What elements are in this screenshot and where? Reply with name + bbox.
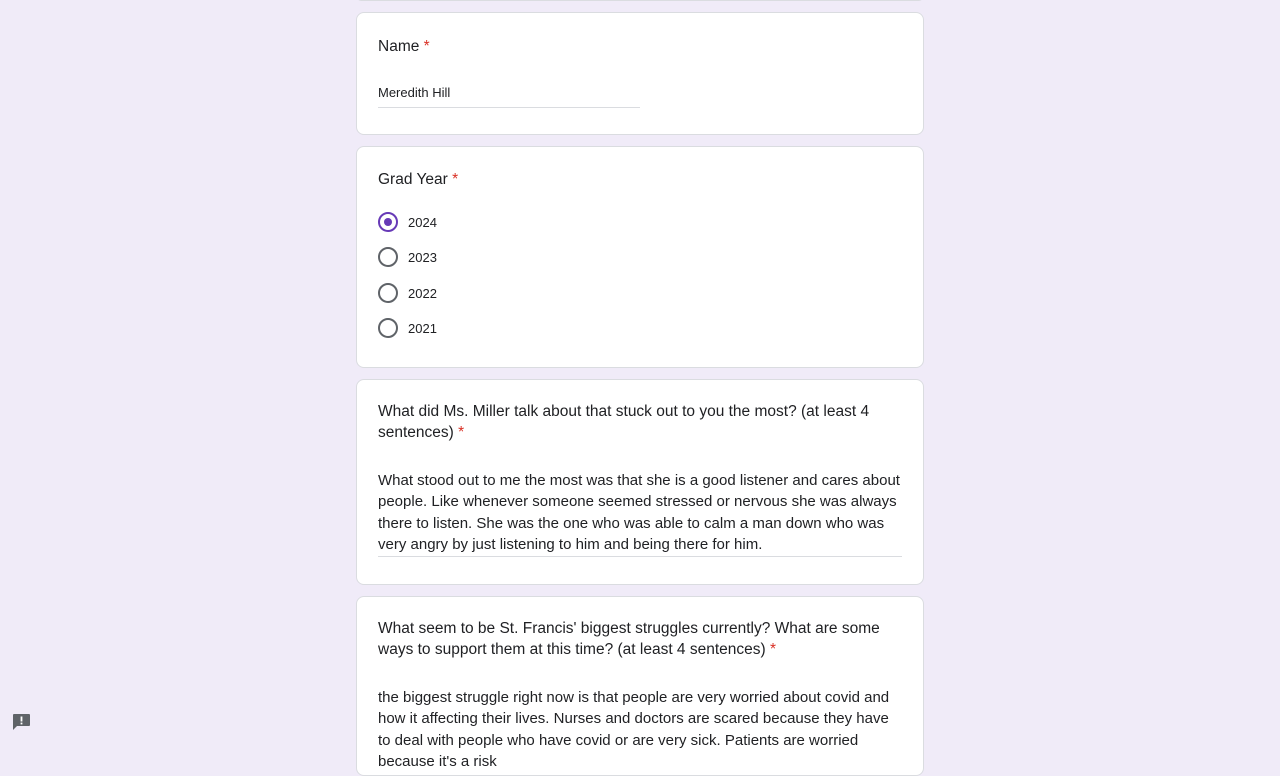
question-card-name (356, 12, 924, 135)
required-mark: * (770, 641, 777, 658)
radio-label: 2024 (408, 214, 437, 230)
radio-button[interactable] (378, 247, 398, 267)
required-mark: * (452, 171, 459, 188)
radio-option-2021[interactable] (378, 316, 437, 340)
radio-button-checked[interactable] (378, 212, 398, 232)
question-card-grad-year (356, 146, 924, 368)
name-input[interactable]: Meredith Hill (378, 83, 640, 108)
feedback-icon[interactable] (12, 713, 31, 731)
question-card-miller (356, 379, 924, 585)
question-card-struggles (356, 596, 924, 776)
previous-card (356, 0, 924, 1)
radio-label: 2023 (408, 249, 437, 265)
required-mark: * (458, 424, 465, 441)
radio-option-2022[interactable] (378, 281, 437, 305)
radio-label: 2021 (408, 320, 437, 336)
required-mark: * (423, 38, 430, 55)
radio-label: 2022 (408, 285, 437, 301)
struggles-answer-textarea[interactable]: the biggest struggle right now is that people are very worried about covid and how it affecting their lives. Nurses and doctors are scared because they have to deal with people who have covid or are very sick. Patients are worried because it's a risk (378, 689, 890, 770)
radio-button[interactable] (378, 318, 398, 338)
radio-button[interactable] (378, 283, 398, 303)
question-title-struggles: What seem to be St. Francis' biggest struggles currently? What are some ways to support them at this time? (at least 4 sentences) * (378, 620, 880, 658)
radio-option-2024[interactable] (378, 210, 437, 234)
miller-answer-textarea[interactable]: What stood out to me the most was that she is a good listener and cares about people. Like whenever someone seemed stressed or nervous she was always there to listen. She was the one who was able to calm a man down who was very angry by just listening to him and being there for him. (378, 470, 902, 557)
radio-option-2023[interactable] (378, 245, 437, 269)
question-title-name: Name * (378, 38, 430, 55)
question-title-miller: What did Ms. Miller talk about that stuck out to you the most? (at least 4 sentences) * (378, 403, 870, 441)
question-title-grad-year: Grad Year * (378, 171, 459, 188)
